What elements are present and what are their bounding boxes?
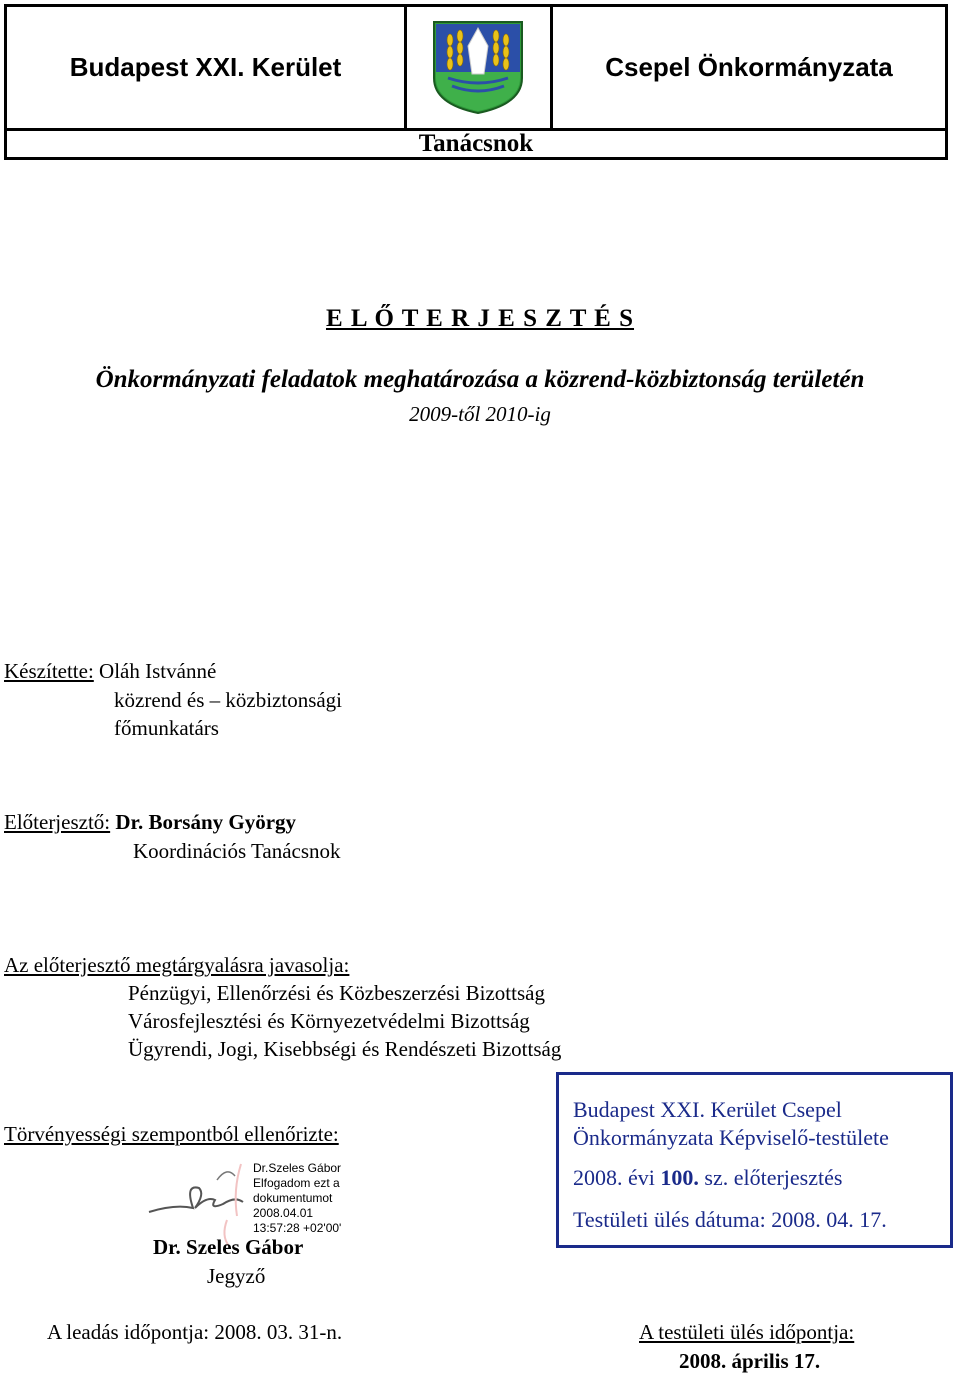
prepared-by-role-1: közrend és – közbiztonsági	[114, 688, 343, 712]
council-box-line3-suffix: sz. előterjesztés	[698, 1165, 843, 1190]
digital-signature-block	[253, 1161, 341, 1236]
council-box-line2: Önkormányzata Képviselő-testülete	[573, 1125, 889, 1150]
presenter-role: Koordinációs Tanácsnok	[133, 839, 341, 863]
digital-signature-line: dokumentumot	[253, 1191, 333, 1205]
digital-signature-line: 2008.04.01	[253, 1206, 314, 1220]
council-box-line3	[573, 1165, 842, 1191]
digital-signature-line: 13:57:28 +02'00'	[253, 1221, 342, 1235]
prepared-by-label: Készítette:	[4, 659, 94, 683]
council-box	[556, 1072, 953, 1248]
header-logo-cell	[407, 7, 553, 128]
document-title: E L Ő T E R J E S Z T É S	[325, 305, 635, 332]
presenter-line	[4, 808, 296, 836]
prepared-by-role-2: főmunkatárs	[114, 716, 219, 740]
council-box-line1: Budapest XXI. Kerület Csepel	[573, 1097, 842, 1122]
committee-item: Ügyrendi, Jogi, Kisebbségi és Rendészeti Bizottság	[128, 1037, 562, 1061]
header-district: Budapest XXI. Kerület	[7, 7, 407, 128]
prepared-by-line	[4, 657, 216, 685]
presenter-name: Dr. Borsány György	[115, 810, 297, 834]
legality-label: Törvényességi szempontból ellenőrizte:	[4, 1122, 339, 1146]
document-period: 2009-től 2010-ig	[409, 402, 551, 426]
prepared-by-name: Oláh Istvánné	[99, 659, 217, 683]
document-subtitle: Önkormányzati feladatok meghatározása a közrend-közbiztonság területén	[95, 366, 865, 393]
header-role: Tanácsnok	[418, 130, 534, 157]
header-municipality: Csepel Önkormányzata	[605, 52, 893, 82]
council-box-number: 100.	[660, 1165, 699, 1190]
header-table	[4, 4, 948, 160]
council-box-line3-prefix: 2008. évi	[573, 1165, 661, 1190]
meeting-date: 2008. április 17.	[679, 1349, 821, 1373]
committee-item: Városfejlesztési és Környezetvédelmi Bizottság	[128, 1009, 530, 1033]
meeting-label-text: A testületi ülés időpontja:	[639, 1320, 855, 1344]
council-box-line4: Testületi ülés dátuma: 2008. 04. 17.	[573, 1207, 887, 1232]
digital-signature-line: Elfogadom ezt a	[253, 1176, 340, 1190]
digital-signature-line: Dr.Szeles Gábor	[253, 1161, 342, 1175]
presenter-label: Előterjesztő:	[4, 810, 111, 834]
proposal-intro: Az előterjesztő megtárgyalásra javasolja:	[4, 953, 350, 977]
notary-name: Dr. Szeles Gábor	[153, 1235, 304, 1259]
submission-date: A leadás időpontja: 2008. 03. 31-n.	[47, 1320, 343, 1344]
committee-item: Pénzügyi, Ellenőrzési és Közbeszerzési Bizottság	[128, 981, 545, 1005]
coat-of-arms-icon	[428, 16, 528, 116]
notary-role: Jegyző	[207, 1264, 266, 1288]
header-row	[7, 7, 945, 131]
meeting-label	[639, 1318, 854, 1346]
